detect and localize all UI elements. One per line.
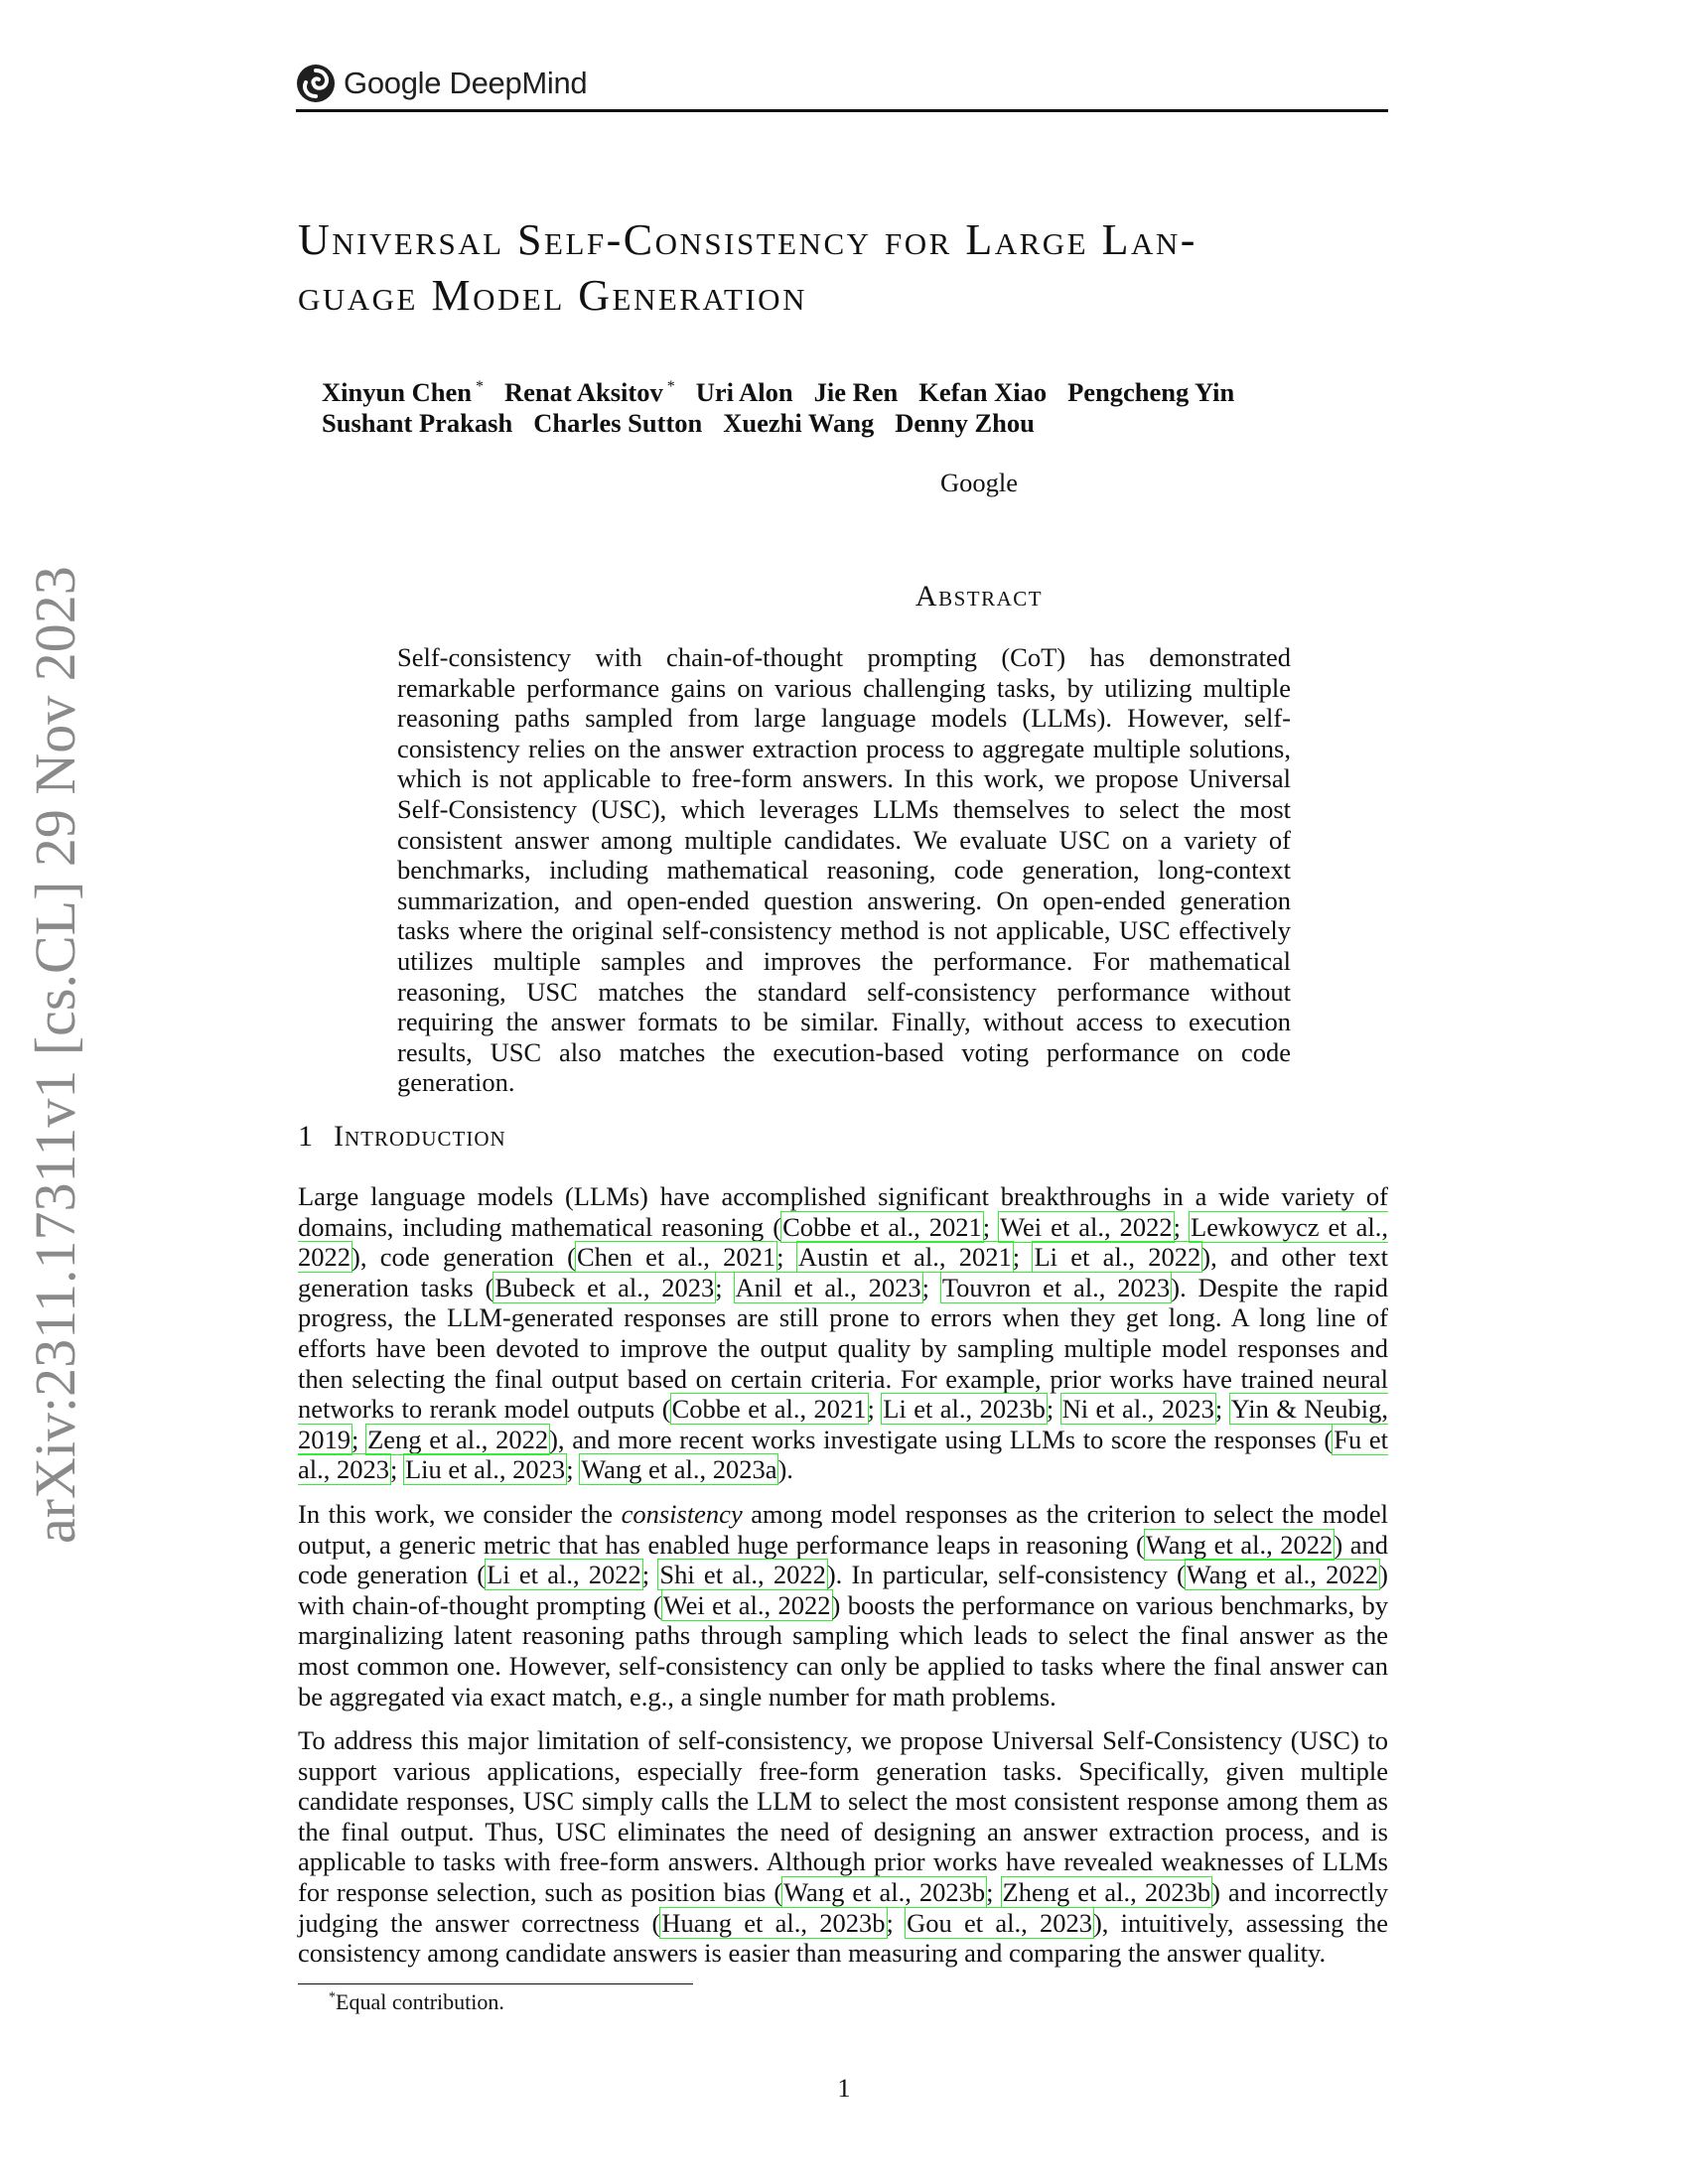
affiliation (0, 468, 1688, 498)
paragraph (298, 1499, 1388, 1711)
citation-link[interactable]: Fu et al., 2023 (298, 1424, 1389, 1485)
paragraph-text: ) boosts the performance on various benchmarks, by marginalizing latent reasoning paths through sampling which leads to select the final answer as the most common one. However, self-consistency can only be applied to tasks where the final answer can be aggregated via exact match, e.g., a single number for math problems. (298, 1589, 1388, 1711)
citation-link[interactable]: Austin et al., 2021 (797, 1242, 1012, 1273)
paragraph-text: ; (867, 1394, 883, 1425)
citation-link[interactable]: Gou et al., 2023 (907, 1907, 1092, 1938)
paragraph-text: ) and incorrectly judging the answer correctness ( (298, 1877, 1388, 1938)
paper-title (298, 212, 1400, 324)
equal-contribution-mark: * (662, 378, 675, 395)
citation-link[interactable]: Li et al., 2023b (883, 1394, 1046, 1425)
footnote-divider (298, 1983, 693, 1984)
author-name-text: Renat Aksitov (503, 376, 663, 407)
paragraph-text: ), and other text generation tasks ( (298, 1242, 1388, 1302)
citation-link[interactable]: Wang et al., 2022 (1145, 1529, 1334, 1560)
paper-title-line-2: guage Model Generation (298, 271, 807, 320)
paragraph-text: ; (1214, 1394, 1230, 1425)
author-name (322, 377, 484, 407)
citation-link[interactable]: Chen et al., 2021 (576, 1242, 776, 1273)
paragraph-text: In this work, we consider the (298, 1498, 622, 1529)
logo-text: Google DeepMind (344, 66, 588, 100)
author-name (1067, 377, 1234, 407)
paragraph-text: ; (566, 1454, 581, 1485)
author-list (322, 371, 1374, 439)
author-name (504, 377, 675, 407)
author-name (533, 408, 702, 438)
citation-link[interactable]: Wei et al., 2022 (662, 1589, 831, 1620)
author-name (918, 377, 1047, 407)
paragraph-text: ; (886, 1907, 907, 1938)
author-name-text: Xuezhi Wang (723, 407, 875, 438)
page-number-text: 1 (837, 2073, 851, 2103)
paragraph-text: ). (777, 1454, 793, 1485)
paragraph-text: ) with chain-of-thought prompting ( (298, 1560, 1388, 1620)
paper-title-line-1: Universal Self-Consistency for Large Lan- (298, 215, 1197, 264)
citation-link[interactable]: Zheng et al., 2023b (1002, 1877, 1211, 1908)
author-name-text: Jie Ren (813, 376, 899, 407)
paragraph-text: Large language models (LLMs) have accomplished significant breakthroughs in a wide variety of domains, including mathematical reasoning ( (298, 1181, 1388, 1242)
paragraph-text: ; (1012, 1242, 1034, 1273)
author-name (696, 377, 793, 407)
paragraph-text: ; (1046, 1394, 1061, 1425)
citation-link[interactable]: Wang et al., 2022 (1186, 1560, 1379, 1590)
author-name (814, 377, 899, 407)
paragraph (298, 1725, 1388, 1969)
affiliation-text: Google (939, 468, 1018, 497)
section-title: Introduction (334, 1120, 506, 1153)
page-header (296, 58, 1388, 112)
citation-link[interactable]: Shi et al., 2022 (659, 1560, 826, 1590)
citation-link[interactable]: Lewkowycz et al., 2022 (298, 1211, 1389, 1273)
paragraph-text: among model responses as the criterion to select the model output, a generic metric that has enabled huge performance leaps in reasoning ( (298, 1498, 1388, 1560)
author-name-text: Uri Alon (695, 376, 793, 407)
paragraph-text: ), intuitively, assessing the consistency among candidate answers is easier than measuring and comparing the answer quality. (298, 1907, 1388, 1969)
paragraph-text: ; (921, 1272, 941, 1302)
equal-contribution-mark: * (471, 378, 484, 395)
citation-link[interactable]: Zeng et al., 2022 (367, 1424, 549, 1454)
paragraph-text: ; (986, 1877, 1002, 1908)
citation-link[interactable]: Yin & Neubig, 2019 (298, 1394, 1388, 1454)
author-name-text: Charles Sutton (533, 407, 703, 438)
author-name-text: Pengcheng Yin (1067, 376, 1235, 407)
citation-link[interactable]: Anil et al., 2023 (735, 1272, 921, 1302)
arxiv-identifier-stamp: arXiv:2311.17311v1 [cs.CL] 29 Nov 2023 (23, 566, 87, 1544)
paragraph-text: To address this major limitation of self-consistency, we propose Universal Self-Consistency (USC) to support various applications, especially free-form generation tasks. Specifically, given multiple candidate responses, USC simply calls the LLM to select the most consistent response among them as the final output. Thus, USC eliminates the need of designing an answer extraction process, and is applicable to tasks with free-form answers. Although prior works have revealed weaknesses of LLMs for response selection, such as position bias ( (298, 1725, 1388, 1908)
abstract-heading-text: Abstract (914, 580, 1044, 613)
google-deepmind-logo (296, 64, 587, 103)
author-name-text: Kefan Xiao (918, 376, 1048, 407)
author-name-text: Denny Zhou (895, 407, 1035, 438)
paragraph-text: ). In particular, self-consistency ( (826, 1560, 1186, 1590)
author-name (723, 408, 874, 438)
paragraph-text: ) and code generation ( (298, 1529, 1389, 1590)
deepmind-swirl-icon (296, 64, 336, 103)
footnote-text: Equal contribution. (336, 1989, 504, 2014)
introduction-body (298, 1181, 1388, 1982)
citation-link[interactable]: Wang et al., 2023a (581, 1454, 777, 1485)
citation-link[interactable]: Bubeck et al., 2023 (494, 1272, 715, 1302)
paragraph-text: ; (1173, 1211, 1191, 1242)
paragraph-text: ; (390, 1454, 404, 1485)
paragraph-text: ). Despite the rapid progress, the LLM-generated responses are still prone to errors when they get long. A long line of efforts have been devoted to improve the output quality by sampling multiple model responses and then selecting the final output based on certain criteria. For example, prior works have trained neural networks to rerank model outputs ( (298, 1272, 1388, 1425)
paragraph-text: ; (641, 1560, 659, 1590)
citation-link[interactable]: Cobbe et al., 2021 (671, 1394, 867, 1425)
citation-link[interactable]: Wei et al., 2022 (1000, 1211, 1173, 1242)
citation-link[interactable]: Wang et al., 2023b (783, 1877, 986, 1908)
paragraph-text: ; (982, 1211, 1000, 1242)
citation-link[interactable]: Ni et al., 2023 (1061, 1394, 1214, 1425)
paragraph-text: ; (352, 1424, 367, 1454)
page-number (0, 2073, 1688, 2104)
emphasized-term: consistency (621, 1498, 743, 1529)
citation-link[interactable]: Liu et al., 2023 (405, 1454, 566, 1485)
section-heading-introduction (298, 1120, 506, 1154)
paragraph-text: ; (715, 1272, 735, 1302)
citation-link[interactable]: Li et al., 2022 (487, 1560, 641, 1590)
citation-link[interactable]: Touvron et al., 2023 (941, 1272, 1171, 1302)
citation-link[interactable]: Cobbe et al., 2021 (782, 1211, 982, 1242)
citation-link[interactable]: Li et al., 2022 (1034, 1242, 1201, 1273)
paragraph-text: ), code generation ( (352, 1242, 576, 1273)
paragraph (298, 1181, 1388, 1485)
footnote-mark: * (329, 1989, 336, 2005)
abstract-text: Self-consistency with chain-of-thought prompting (CoT) has demonstrated remarkable performance gains on various challenging tasks, by utilizing multiple reasoning paths sampled from large language models (LLMs). However, self-consistency relies on the answer extraction process to aggregate multiple solutions, which is not applicable to free-form answers. In this work, we propose Universal Self-Consistency (USC), which leverages LLMs themselves to select the most consistent answer among multiple candidates. We evaluate USC on a variety of benchmarks, including mathematical reasoning, code generation, long-context summarization, and open-ended question answering. On open-ended generation tasks where the original self-consistency method is not applicable, USC effectively utilizes multiple samples and improves the performance. For mathematical reasoning, USC matches the standard self-consistency performance without requiring the answer formats to be similar. Finally, without access to execution results, USC also matches the execution-based voting performance on code generation. (397, 642, 1291, 1098)
author-name (322, 408, 512, 438)
section-number: 1 (298, 1120, 314, 1153)
author-name-text: Sushant Prakash (322, 407, 513, 438)
author-name-text: Xinyun Chen (322, 376, 472, 407)
author-name (895, 408, 1035, 438)
paragraph-text: ), and more recent works investigate using LLMs to score the responses ( (549, 1424, 1334, 1454)
footnote (329, 1989, 504, 2015)
abstract-heading (0, 580, 1688, 614)
citation-link[interactable]: Huang et al., 2023b (661, 1907, 886, 1938)
paragraph-text: ; (776, 1242, 797, 1273)
